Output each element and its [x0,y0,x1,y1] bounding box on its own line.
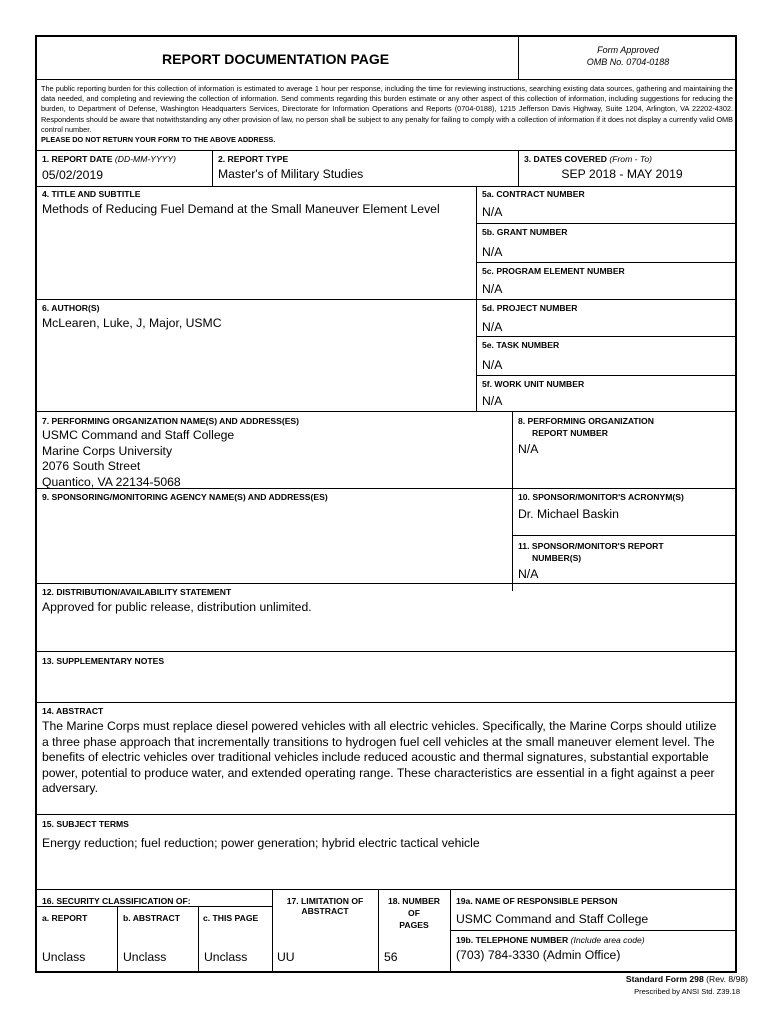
sponsor-report-value: N/A [518,567,539,581]
sponsor-report-label-1: 11. SPONSOR/MONITOR'S REPORT [518,541,664,551]
divider [37,488,735,489]
divider [476,336,735,337]
pages-value: 56 [384,950,398,964]
report-type-label: 2. REPORT TYPE [218,154,289,164]
subject-terms-label: 15. SUBJECT TERMS [42,819,129,829]
form-approved-box [519,44,737,68]
limitation-value: UU [277,950,295,964]
contract-number-value: N/A [482,205,503,219]
subject-terms-value: Energy reduction; fuel reduction; power generation; hybrid electric tactical vehicle [42,836,480,850]
address-line: USMC Command and Staff College [42,428,235,442]
divider [198,906,199,973]
security-report-label: a. REPORT [42,913,88,923]
divider [37,814,735,815]
address-line: Marine Corps University [42,443,173,458]
security-report-value: Unclass [42,950,86,964]
report-date-label: 1. REPORT DATE (DD-MM-YYYY) [42,154,177,164]
security-abstract-value: Unclass [123,950,167,964]
divider [37,651,735,652]
distribution-label: 12. DISTRIBUTION/AVAILABILITY STATEMENT [42,587,232,597]
divider [37,702,735,703]
security-page-value: Unclass [204,950,248,964]
divider [212,150,213,186]
title-subtitle-label: 4. TITLE AND SUBTITLE [42,189,141,199]
task-number-label: 5e. TASK NUMBER [482,340,560,350]
security-classification-label: 16. SECURITY CLASSIFICATION OF: [42,896,191,906]
authors-label: 6. AUTHOR(S) [42,303,100,313]
divider [512,411,513,591]
program-element-label: 5c. PROGRAM ELEMENT NUMBER [482,266,625,276]
grant-number-value: N/A [482,245,503,259]
divider [37,150,735,151]
performing-report-label-1: 8. PERFORMING ORGANIZATION [518,416,654,426]
grant-number-label: 5b. GRANT NUMBER [482,227,568,237]
project-number-label: 5d. PROJECT NUMBER [482,303,578,313]
authors-value: McLearen, Luke, J, Major, USMC [42,316,222,330]
program-element-value: N/A [482,282,503,296]
telephone-label: 19b. TELEPHONE NUMBER (Include area code) [456,935,645,945]
divider [450,889,451,973]
divider [450,930,735,931]
form-approved-label: Form Approved [597,45,659,55]
performing-org-label: 7. PERFORMING ORGANIZATION NAME(S) AND ADDRESS(ES) [42,416,300,426]
title-subtitle-value: Methods of Reducing Fuel Demand at the Small Maneuver Element Level [42,202,440,216]
prescribed-label: Prescribed by ANSI Std. Z39.18 [634,987,740,996]
sponsor-acronym-label: 10. SPONSOR/MONITOR'S ACRONYM(S) [518,492,684,502]
divider [37,906,272,907]
divider [476,262,735,263]
sponsoring-agency-label: 9. SPONSORING/MONITORING AGENCY NAME(S) AND ADDRESS(ES) [42,492,328,502]
abstract-label: 14. ABSTRACT [42,706,104,716]
divider [476,223,735,224]
divider [117,906,118,973]
omb-number: OMB No. 0704-0188 [586,57,670,67]
performing-report-value: N/A [518,442,539,456]
divider [37,583,735,584]
security-abstract-label: b. ABSTRACT [123,913,180,923]
project-number-value: N/A [482,320,503,334]
dates-covered-label: 3. DATES COVERED (From - To) [524,154,652,164]
performing-report-label-2: REPORT NUMBER [532,428,608,438]
return-warning: PLEASE DO NOT RETURN YOUR FORM TO THE ABOVE ADDRESS. [41,135,276,145]
contract-number-label: 5a. CONTRACT NUMBER [482,189,585,199]
report-date-value: 05/02/2019 [42,168,103,182]
responsible-person-value: USMC Command and Staff College [456,912,649,926]
address-line: 2076 South Street [42,459,141,473]
page-title: REPORT DOCUMENTATION PAGE [162,51,390,67]
divider [37,411,735,412]
divider [512,535,735,536]
limitation-label: 17. LIMITATION OF ABSTRACT [286,896,364,916]
divider [37,186,735,187]
address-line: Quantico, VA 22134-5068 [42,474,181,489]
divider [37,79,735,80]
report-type-value: Master's of Military Studies [218,167,364,181]
sponsor-report-label-2: NUMBER(S) [532,553,582,563]
report-documentation-form [35,35,737,973]
divider [37,299,735,300]
dates-covered-value: SEP 2018 - MAY 2019 [561,167,683,181]
divider [476,375,735,376]
standard-form-label: Standard Form 298 (Rev. 8/98) [625,974,748,984]
distribution-value: Approved for public release, distribution unlimited. [42,600,312,614]
telephone-value: (703) 784-3330 (Admin Office) [456,948,621,962]
work-unit-label: 5f. WORK UNIT NUMBER [482,379,585,389]
task-number-value: N/A [482,358,503,372]
work-unit-value: N/A [482,394,503,408]
security-page-label: c. THIS PAGE [203,913,259,923]
supplementary-label: 13. SUPPLEMENTARY NOTES [42,656,165,666]
responsible-person-label: 19a. NAME OF RESPONSIBLE PERSON [456,896,618,906]
burden-notice [41,84,733,145]
performing-org-address [42,428,234,490]
sponsor-acronym-value: Dr. Michael Baskin [518,507,619,521]
pages-label: 18. NUMBER OF PAGES [387,896,441,930]
burden-notice-text: The public reporting burden for this collection of information is estimated to average 1 hour per response, including the time for reviewing instructions, searching existing data sources, gathering and maintaining the data needed, and completing and reviewing the collection of information. Send comments regarding this burden estimate or any other aspect of this collection of information, including suggestions for reducing the burden, to Department of Defense, Washington Headquarters Services, Directorate for Information Operations and Reports (0704-0188), 1215 Jefferson Davis Highway, Suite 1204, Arlington, VA 22202-4302. Respondents should be aware that notwithstanding any other provision of law, no person shall be subject to any penalty for failing to comply with a collection of information if it does not display a currently valid OMB control number. [41,84,733,134]
divider [37,889,735,890]
abstract-value: The Marine Corps must replace diesel powered vehicles with all electric vehicles. Specifically, the Marine Corps should utilize a three phase approach that incrementally transitions to hydrogen fuel cell vehicles at the small maneuver element level. The benefits of electric vehicles over traditional vehicles include reduced acoustic and thermal signatures, substantial exportable power, potential to produce water, and extended operating range. These characteristics are essential in a fight against a peer adversary. [42,719,717,795]
